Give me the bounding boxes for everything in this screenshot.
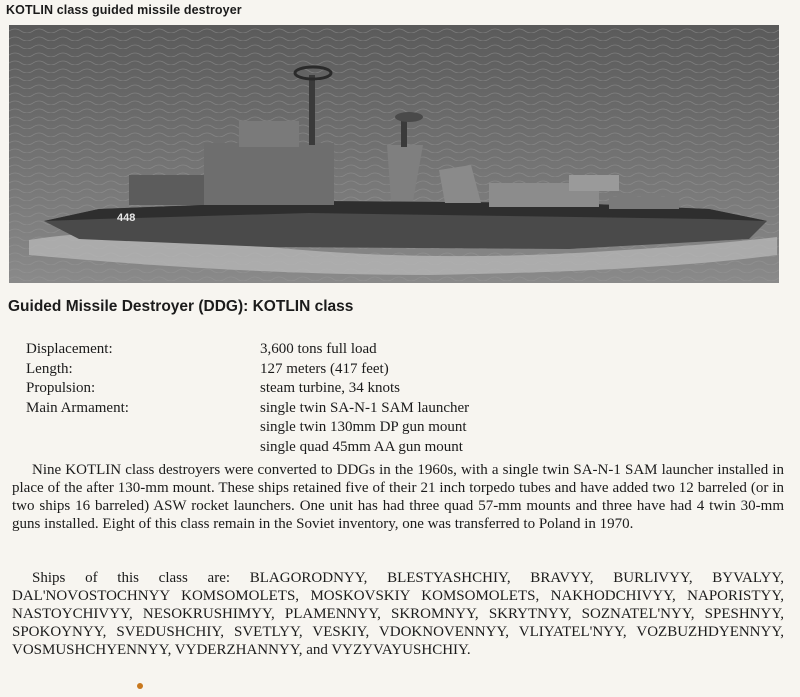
spec-row-displacement — [26, 340, 469, 360]
spec-value: 127 meters (417 feet) — [260, 360, 389, 377]
hull-number: 448 — [117, 212, 136, 224]
aft-radar — [395, 112, 423, 122]
spec-value: single twin SA-N-1 SAM launcher — [260, 399, 470, 416]
spec-value: 3,600 tons full load — [260, 341, 377, 357]
photo-caption: KOTLIN class guided missile destroyer — [6, 3, 242, 17]
spec-row-armament-2 — [26, 418, 469, 438]
spec-table — [26, 340, 469, 457]
spec-value: steam turbine, 34 knots — [260, 380, 400, 396]
bridge-superstructure — [204, 143, 334, 205]
spec-label: Length: — [26, 360, 73, 377]
spec-label: Displacement: — [26, 341, 113, 357]
forward-gun-mount — [129, 175, 209, 205]
aft-deck-fittings — [609, 197, 679, 209]
ink-spot — [137, 683, 143, 689]
destroyer-photo — [9, 25, 779, 283]
spec-label: Main Armament: — [26, 399, 129, 416]
spec-value: single quad 45mm AA gun mount — [260, 438, 463, 455]
spec-row-armament — [26, 399, 469, 419]
spec-value: single twin 130mm DP gun mount — [260, 419, 467, 435]
bridge-top — [239, 121, 299, 147]
ship-illustration — [9, 25, 779, 283]
forward-mast — [309, 75, 315, 145]
spec-row-length — [26, 360, 469, 380]
spec-row-armament-3 — [26, 438, 469, 458]
spec-label: Propulsion: — [26, 380, 96, 396]
section-heading: Guided Missile Destroyer (DDG): KOTLIN class — [8, 298, 354, 315]
sam-launcher — [569, 175, 619, 191]
history-paragraph: Nine KOTLIN class destroyers were converted to DDGs in the 1960s, with a single twin SA-N-1 SAM launcher installed in place of the after 130-mm mount. These ships retained five of their 21 inch torpedo tubes and have added two 12 barreled (or in two ships 16 barreled) ASW rocket launchers. One unit has had three quad 57-mm mounts and three have had 4 twin 30-mm guns installed. Eight of this class remain in the Soviet inventory, one was transferred to Poland in 1970. — [12, 462, 784, 532]
spec-row-propulsion — [26, 379, 469, 399]
ship-list-paragraph: Ships of this class are: BLAGORODNYY, BLESTYASHCHIY, BRAVYY, BURLIVYY, BYVALYY, DAL'NOVOSTOCHNYY KOMSOMOLETS, MOSKOVSKIY KOMSOMOLETS, NAKHODCHIVYY, NAPORISTYY, NASTOYCHIVYY, NESOKRUSHIMYY, PLAMENNYY, SKROMNYY, SKRYTNYY, SOZNATEL'NYY, SPESHNYY, SPOKOYNYY, SVEDUSHCHIY, SVETLYY, VESKIY, VDOKNOVENNYY, VLIYATEL'NYY, VOZBUZHDYENNYY, VOSMUSHCHYENNYY, VYDERZHANNYY, and VYZYVAYUSHCHIY. — [12, 570, 784, 658]
